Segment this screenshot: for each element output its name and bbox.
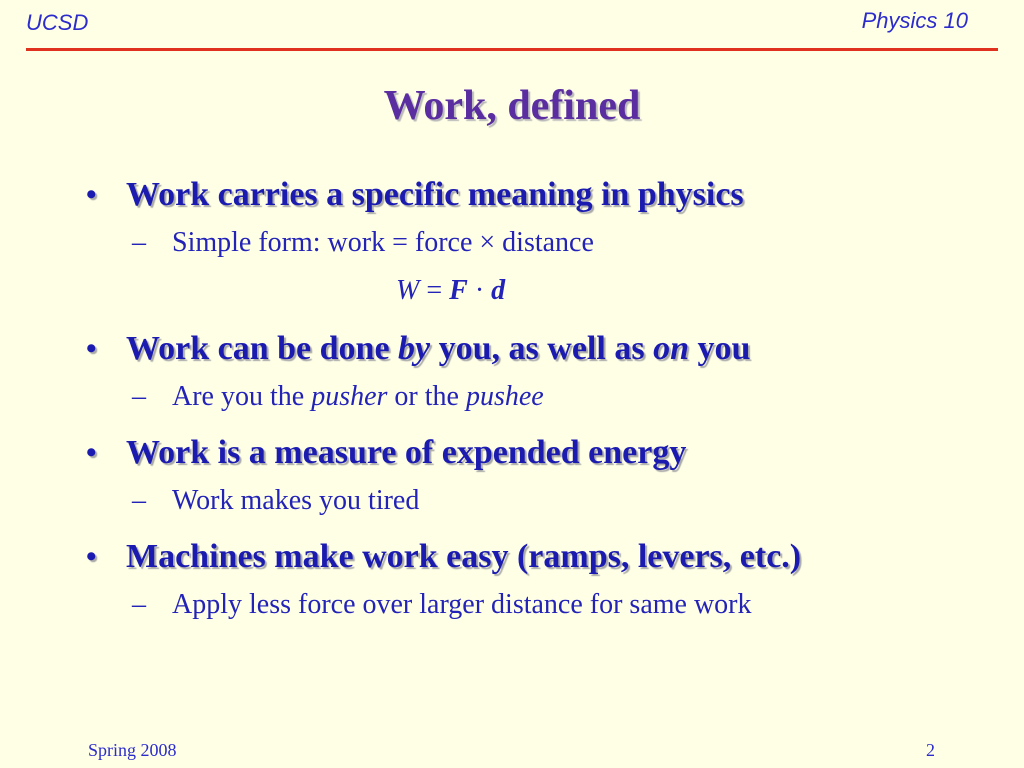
sub-bullet-2-1 — [86, 374, 996, 420]
bullet-2-text-by: by — [398, 330, 431, 367]
sub-bullet-4-1-text: Apply less force over larger distance for same work — [172, 589, 752, 620]
bullet-4-text: Machines make work easy (ramps, levers, etc.) — [126, 538, 802, 575]
bullet-3 — [86, 428, 996, 478]
dash-icon: – — [132, 381, 146, 412]
bullet-1-text: Work carries a specific meaning in physics — [126, 176, 744, 213]
slide-title: Work, defined — [383, 83, 641, 129]
dash-icon: – — [132, 485, 146, 516]
bullet-dot-icon: • — [86, 178, 97, 211]
sub-2-pusher: pusher — [311, 381, 388, 412]
bullet-2-text-a: Work can be done — [126, 330, 399, 367]
footer-term: Spring 2008 — [88, 740, 177, 760]
header-course: Physics 10 — [861, 8, 968, 33]
bullet-dot-icon: • — [86, 436, 97, 469]
dash-icon: – — [132, 227, 146, 258]
sub-2-pushee: pushee — [465, 381, 544, 412]
sub-2-b: or the — [387, 381, 466, 412]
bullet-dot-icon: • — [86, 332, 97, 365]
formula-w: W — [396, 275, 420, 306]
formula-dot: · — [467, 275, 492, 306]
bullet-2-text-b: you, as well as — [430, 330, 654, 367]
bullet-2-text-on: on — [653, 330, 689, 367]
bullet-2-text-c: you — [688, 330, 751, 367]
dash-icon: – — [132, 589, 146, 620]
bullet-dot-icon: • — [86, 540, 97, 573]
formula-equals: = — [419, 275, 450, 306]
header-divider — [26, 48, 998, 51]
header-institution: UCSD — [26, 10, 89, 35]
formula-d: d — [491, 275, 506, 306]
sub-bullet-4-1 — [86, 582, 996, 628]
sub-2-a: Are you the — [172, 381, 312, 412]
bullet-list — [86, 170, 996, 628]
sub-bullet-3-1-text: Work makes you tired — [172, 485, 420, 516]
work-formula — [86, 266, 996, 316]
formula-f: F — [449, 275, 468, 306]
sub-bullet-3-1 — [86, 478, 996, 524]
slide-number: 2 — [926, 740, 935, 760]
bullet-4 — [86, 532, 996, 582]
bullet-1 — [86, 170, 996, 220]
bullet-3-text: Work is a measure of expended energy — [126, 434, 687, 471]
sub-bullet-1-1-text: Simple form: work = force × distance — [172, 227, 594, 258]
sub-bullet-1-1 — [86, 220, 996, 266]
bullet-2 — [86, 324, 996, 374]
